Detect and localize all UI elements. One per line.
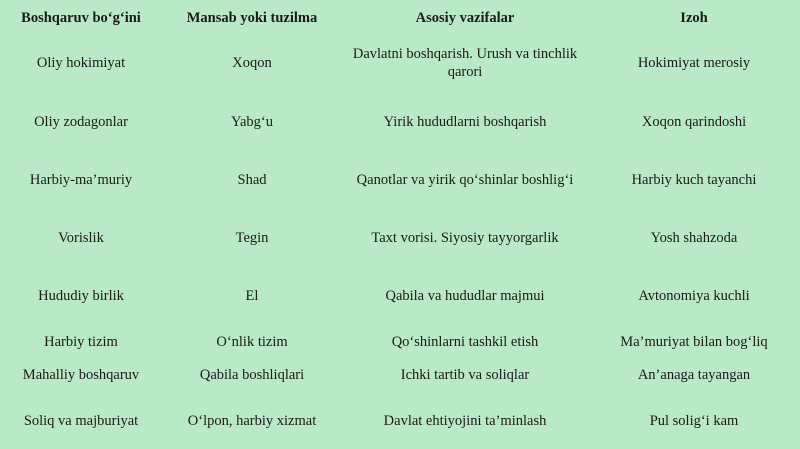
table-cell: Qabila va hududlar majmui: [385, 288, 545, 304]
table-row: [0, 330, 800, 354]
header-cell: Boshqaruv bo‘g‘ini: [21, 10, 141, 26]
table-cell: Vorislik: [58, 230, 104, 246]
table-cell: Harbiy tizim: [44, 334, 118, 350]
table-cell: Hududiy birlik: [38, 288, 124, 304]
table-cell: Oliy hokimiyat: [36, 55, 126, 71]
table-cell: Avtonomiya kuchli: [638, 288, 750, 304]
table-cell: Tegin: [235, 230, 269, 246]
table-cell: Yabg‘u: [230, 114, 274, 130]
table-cell: Shad: [237, 172, 267, 188]
table-cell: Ichki tartib va soliqlar: [400, 367, 530, 383]
table-header-row: [0, 6, 800, 30]
table-cell: Davlatni boshqarish. Urush va tinchlik qarori: [352, 46, 578, 80]
table-cell: O‘nlik tizim: [216, 334, 288, 350]
table-cell: El: [245, 288, 259, 304]
table-cell: Qanotlar va yirik qo‘shinlar boshlig‘i: [356, 172, 574, 188]
table-row: [0, 226, 800, 250]
table-cell: Harbiy kuch tayanchi: [631, 172, 757, 188]
table-cell: Ma’muriyat bilan bog‘liq: [620, 334, 768, 350]
table-cell: Oliy zodagonlar: [34, 114, 128, 130]
table-cell: O‘lpon, harbiy xizmat: [187, 413, 317, 429]
table-cell: Taxt vorisi. Siyosiy tayyorgarlik: [371, 230, 559, 246]
header-cell: Asosiy vazifalar: [415, 10, 515, 26]
table-cell: Yosh shahzoda: [650, 230, 738, 246]
table-cell: Hokimiyat merosiy: [637, 55, 751, 71]
table-cell: Qo‘shinlarni tashkil etish: [391, 334, 539, 350]
table-cell: Qabila boshliqlari: [199, 367, 305, 383]
table-row: [0, 44, 800, 82]
table-cell: Xoqon qarindoshi: [641, 114, 747, 130]
table-cell: Davlat ehtiyojini ta’minlash: [383, 413, 547, 429]
table-row: [0, 409, 800, 433]
table-row: [0, 110, 800, 134]
table-cell: Soliq va majburiyat: [23, 413, 139, 429]
table-cell: Xoqon: [232, 55, 272, 71]
table-row: [0, 284, 800, 308]
header-cell: Mansab yoki tuzilma: [186, 10, 318, 26]
table-row: [0, 168, 800, 192]
header-cell: Izoh: [680, 10, 708, 26]
table-cell: Pul solig‘i kam: [649, 413, 739, 429]
table-cell: Yirik hududlarni boshqarish: [383, 114, 547, 130]
table-row: [0, 363, 800, 387]
table-cell: Mahalliy boshqaruv: [22, 367, 140, 383]
table-cell: Harbiy-ma’muriy: [29, 172, 133, 188]
table-cell: An’anaga tayangan: [637, 367, 751, 383]
